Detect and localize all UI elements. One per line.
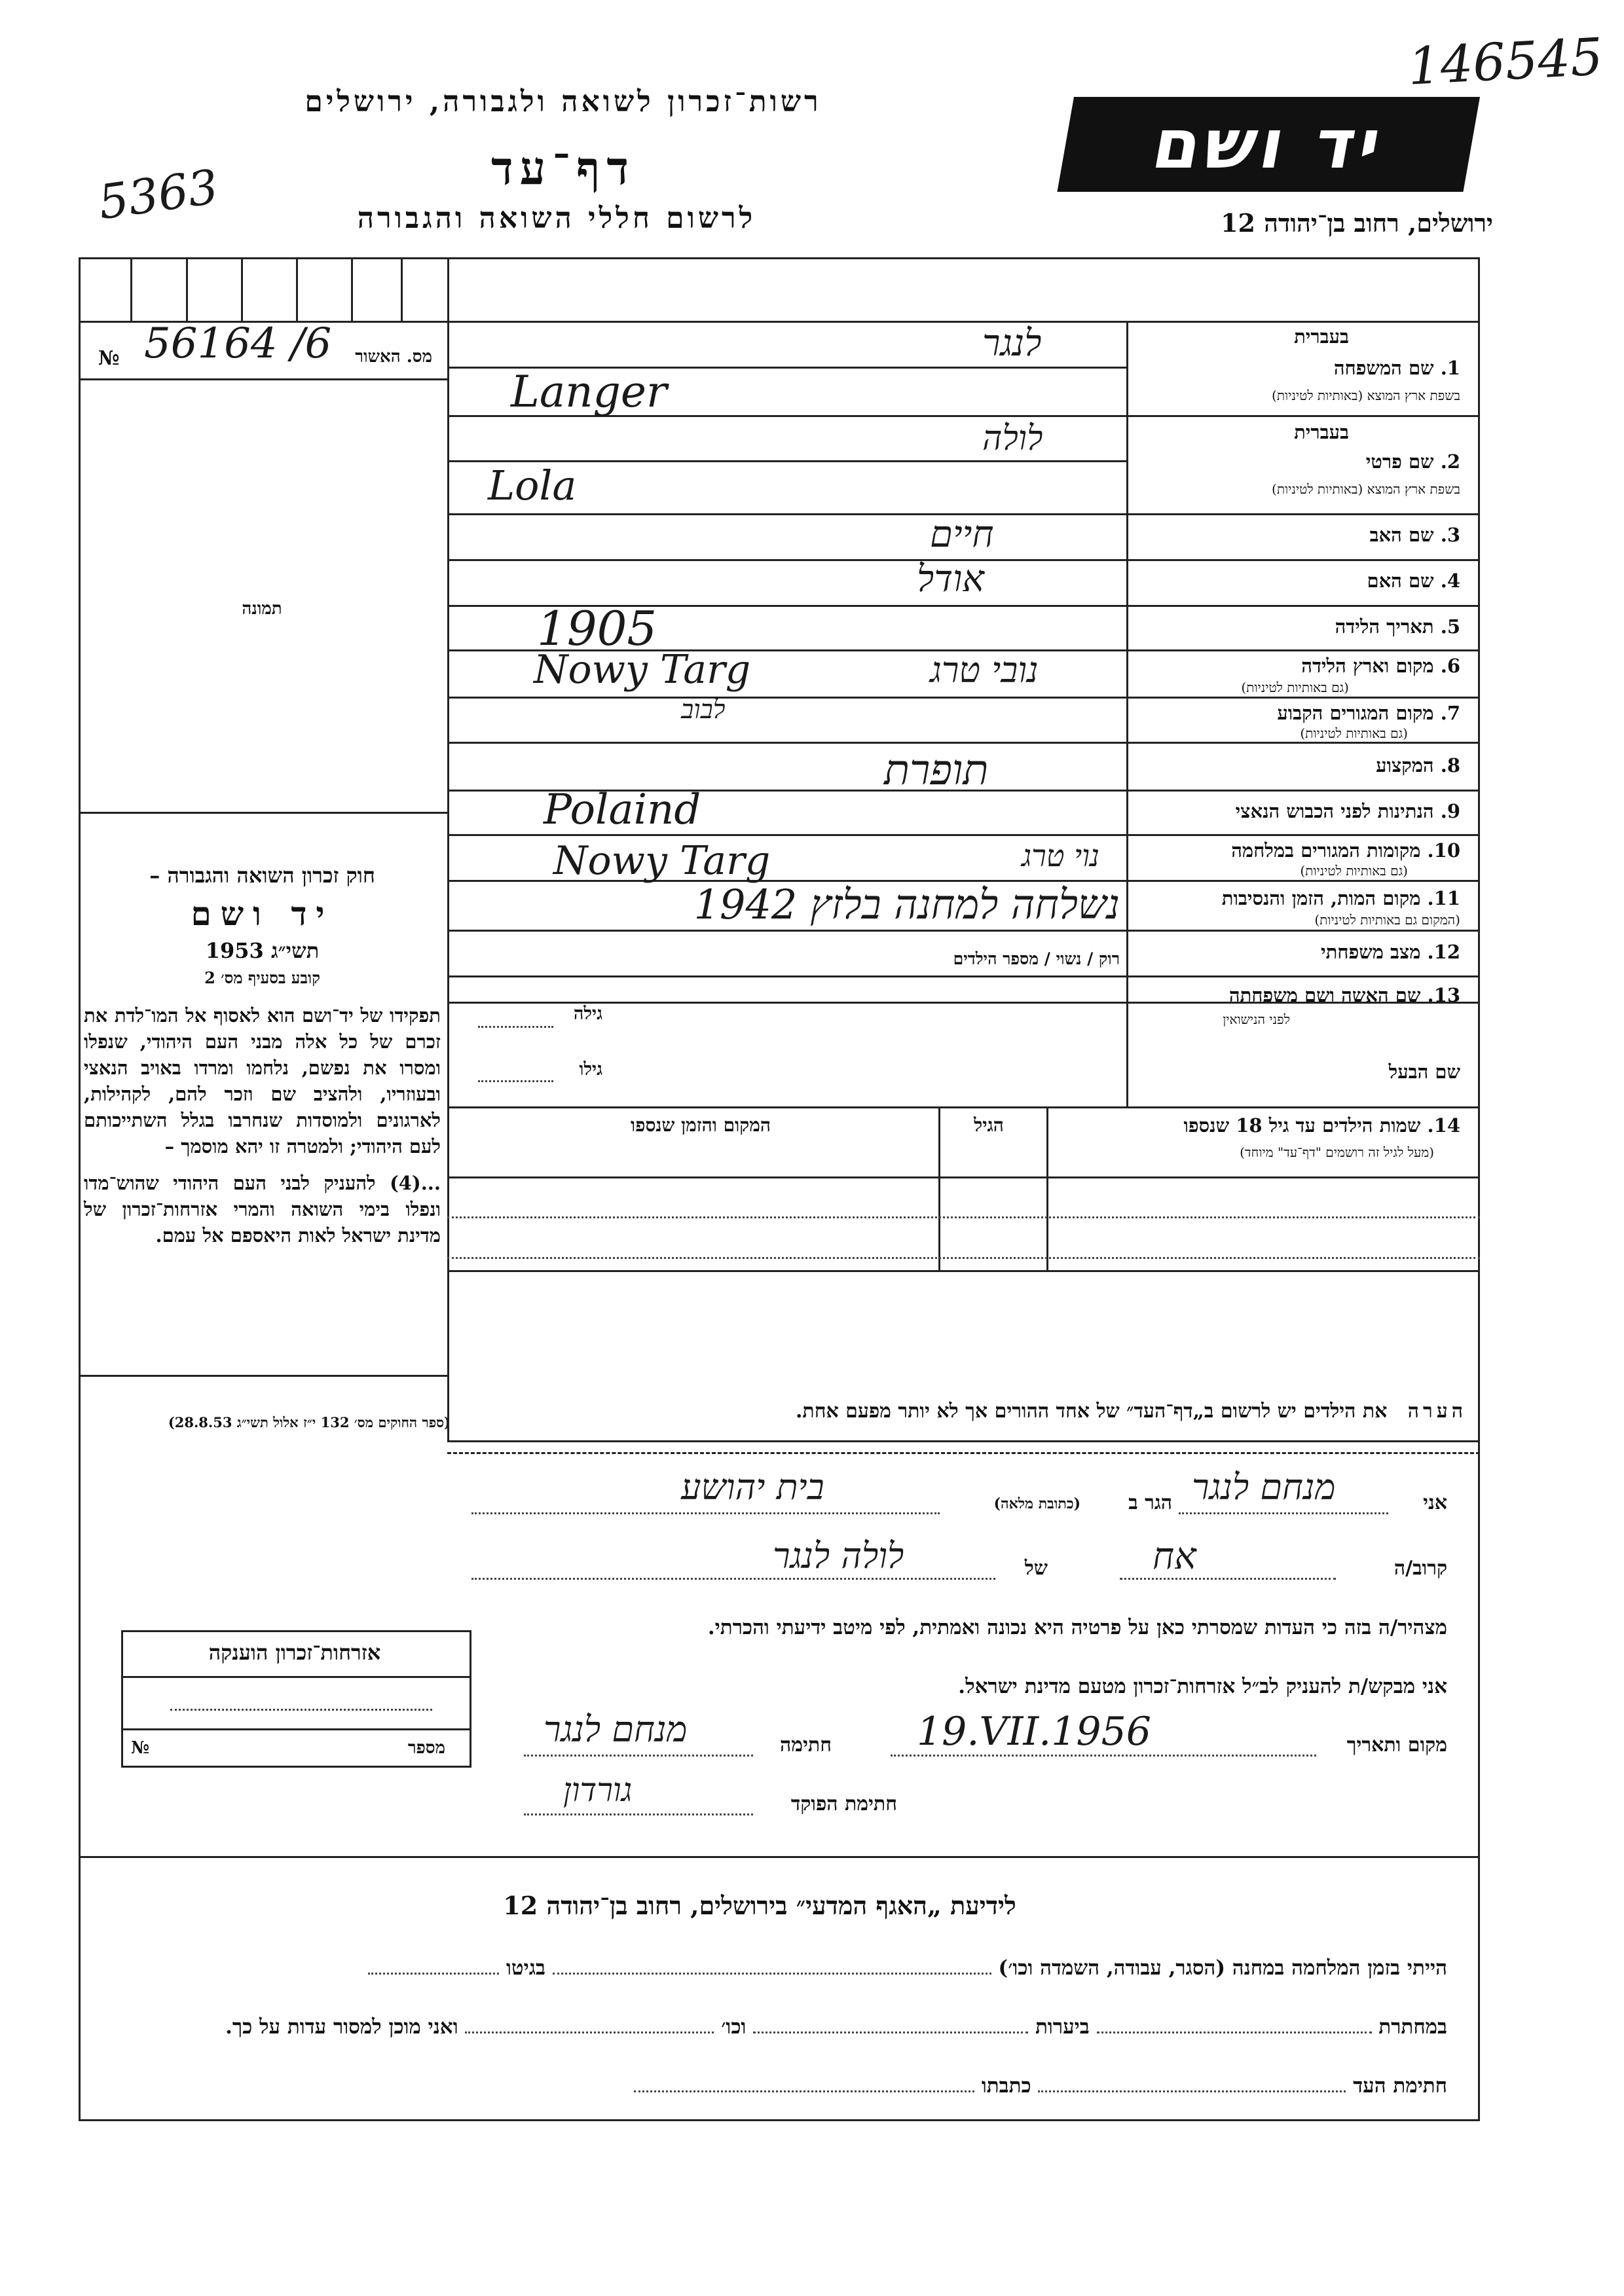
footer-camp-label: הייתי בזמן המלחמה במחנה: [1232, 1956, 1447, 1980]
f1-text: שם המשפחה: [1333, 357, 1434, 379]
table-divider-age: [938, 1106, 940, 1270]
f7-sub: (גם באותיות לטיניות): [1300, 725, 1408, 741]
citizenship-number-sign: №: [131, 1738, 150, 1758]
f5-value: 1905: [537, 601, 657, 656]
f11-sub: (המקום גם באותיות לטיניות): [1314, 912, 1460, 928]
f2-num: 2.: [1440, 450, 1460, 473]
of-value: לולה לנגר: [773, 1535, 904, 1576]
f10-value-latin: Nowy Targ: [553, 838, 771, 884]
f11-text: מקום המות, הזמן והנסיבות: [1221, 887, 1421, 909]
declaration-top-line: [447, 1452, 1480, 1454]
f14-label: [1183, 1114, 1460, 1137]
f1-sub: בשפת ארץ המוצא (באותיות לטיניות): [1272, 388, 1460, 403]
f7-num: 7.: [1440, 702, 1460, 724]
footer-witness-signature-label: חתימת העד: [1353, 2074, 1447, 2098]
f14-text: שמות הילדים עד גיל 18 שנספו: [1183, 1114, 1421, 1137]
approval-number-label: מס. האשור: [355, 347, 432, 367]
f8-text: המקצוע: [1376, 754, 1434, 776]
archive-number-left: 5363: [95, 158, 222, 230]
officer-value: גורדון: [563, 1771, 633, 1809]
name-dots: [1179, 1512, 1388, 1514]
left-column-divider: [447, 257, 449, 1375]
citizenship-title: אזרחות־זכרון הוענקה: [208, 1640, 381, 1665]
f3-num: 3.: [1440, 524, 1460, 546]
note-text: את הילדים יש לרשום ב„דף־העד״ של אחד ההורים אך לא יותר מפעם אחת.: [795, 1400, 1388, 1423]
f14-col-age: הגיל: [974, 1114, 1004, 1136]
law-citation: (ספר החוקים מס׳ 132 י״ז אלול תשי״ג 28.8.53): [168, 1414, 451, 1430]
law-clause: קובע בסעיף מס׳ 2: [204, 968, 320, 987]
f1-value-latin: Langer: [511, 367, 667, 417]
row-line: [447, 742, 1480, 744]
place-date-value: 19.VII.1956: [917, 1709, 1151, 1755]
label-column-divider: [1126, 321, 1128, 1106]
footer-underground-dots: [1097, 2032, 1372, 2033]
f9-label: [1236, 800, 1460, 823]
band-tick: [241, 257, 243, 321]
footer-address-label: כתבתו: [981, 2074, 1031, 2098]
note-row: [458, 1400, 1467, 1423]
law-title: חוק זכרון השואה והגבורה –: [149, 863, 375, 888]
band-tick: [130, 257, 132, 321]
law-block: [84, 863, 441, 1248]
f2-text: שם פרטי: [1365, 450, 1434, 473]
f13-label: [1229, 984, 1460, 1007]
f3-label: [1370, 524, 1460, 547]
f10-sub: (גם באותיות לטיניות): [1300, 863, 1408, 879]
f1-num: 1.: [1440, 357, 1460, 379]
f8-label: [1376, 754, 1460, 777]
officer-dots: [524, 1813, 753, 1815]
f9-value: Polaind: [544, 786, 701, 834]
f11-label: [1222, 887, 1460, 910]
f9-num: 9.: [1440, 800, 1460, 822]
f12-text: מצב משפחתי: [1321, 941, 1421, 963]
logo-text: יד ושם: [1147, 104, 1391, 184]
archive-number-top: 146545: [1406, 27, 1604, 97]
band-tick: [401, 257, 403, 321]
f9-text: הנתינות לפני הכבוש הנאצי: [1235, 800, 1434, 822]
f5-num: 5.: [1440, 615, 1460, 638]
footer-forests-label: ביערות: [1035, 2015, 1090, 2039]
f10-value-he: נוי טרג: [1022, 838, 1099, 873]
band-tick: [186, 257, 188, 321]
f12-num: 12.: [1427, 941, 1460, 963]
f11-num: 11.: [1427, 887, 1460, 909]
f5-text: תאריך הלידה: [1335, 615, 1434, 638]
place-date-dots: [891, 1755, 1316, 1757]
f5-label: [1335, 615, 1460, 638]
table-row: [447, 1216, 1480, 1218]
note-bottom-line: [447, 1440, 1480, 1442]
f10-label: [1231, 839, 1460, 862]
number-sign: №: [98, 347, 120, 370]
f14-sub: (מעל לגיל זה רושמים "דף־עד" מיוחד): [1240, 1144, 1434, 1160]
f7-value: לבוב: [681, 695, 726, 725]
f2-value-he: לולה: [982, 419, 1043, 458]
row-line: [447, 1106, 1480, 1108]
f12-options: רוק / נשוי / מספר הילדים: [953, 949, 1120, 968]
citizenship-number-line: [121, 1728, 471, 1730]
table-bottom: [447, 1270, 1480, 1272]
f6-value-he: נובי טרג: [930, 649, 1039, 691]
f4-num: 4.: [1440, 570, 1460, 592]
law-name: יד ושם: [191, 894, 334, 933]
citizenship-title-line: [121, 1676, 471, 1678]
f6-sub: (גם באותיות לטיניות): [1241, 680, 1349, 695]
relative-label: קרוב/ה: [1393, 1557, 1447, 1580]
resides-label: הגר ב: [1128, 1491, 1172, 1514]
f2-label: [1366, 450, 1460, 473]
footer-top-line: [79, 1856, 1480, 1858]
note-left-edge: [447, 1375, 449, 1440]
f14-col-place: המקום והזמן שנספו: [631, 1114, 771, 1136]
f7-text: מקום המגורים הקבוע: [1277, 702, 1434, 724]
row-line: [447, 834, 1480, 836]
address-dots: [471, 1512, 940, 1514]
table-row: [447, 1257, 1480, 1259]
footer-address-dots: [634, 2090, 974, 2092]
declaration-text: מצהיר/ה בזה כי העדות שמסרתי כאן על פרטיה היא נכונה ואמתית, לפי מיטב ידיעתי והכרתי.: [707, 1616, 1447, 1639]
form-title: דף־עד: [490, 141, 635, 195]
footer-line-3: [458, 2074, 1447, 2098]
f3-text: שם האב: [1369, 524, 1434, 546]
table-row: [447, 1176, 1480, 1178]
f8-value: תופרת: [884, 746, 989, 795]
f11-value: נשלחה למחנה בלזץ 1942: [693, 881, 1120, 928]
footer-forests-dots: [753, 2032, 1028, 2033]
row-line: [447, 697, 1480, 699]
photo-label: תמונה: [242, 599, 282, 619]
footer-etc-dots: [465, 2032, 714, 2033]
law-year: תשי״ג 1953: [205, 938, 320, 963]
footer-line-1: [105, 1956, 1447, 1980]
f1-label: [1334, 357, 1460, 380]
f14-num: 14.: [1427, 1114, 1460, 1137]
f10-num: 10.: [1427, 839, 1460, 862]
law-paragraph-2: ...(4) להעניק לבני העם היהודי שהוש־מדו ונפלו בימי השואה והמרי אזרחות־זכרון של מדינת ישראל לאות היאספם אל עמם.: [84, 1172, 441, 1247]
citizenship-dots: [170, 1709, 432, 1711]
request-text: אני מבקש/ת להעניק לב״ל אזרחות־זכרון מטעם מדינת ישראל.: [958, 1675, 1447, 1698]
f6-value-latin: Nowy Targ: [534, 647, 751, 693]
f13-sub: לפני הנישואין: [1223, 1011, 1290, 1027]
note-label: הערה: [1407, 1400, 1467, 1423]
footer-camp-hint: (הסגר, עבודה, השמדה וכו׳): [998, 1956, 1225, 1980]
of-dots: [471, 1578, 995, 1580]
i-label: אני: [1423, 1491, 1447, 1514]
signature-label: חתימה: [780, 1734, 832, 1757]
signature-dots: [524, 1755, 753, 1757]
approval-number-value: 56164 /6: [144, 319, 332, 368]
signature-value: מנחם לנגר: [544, 1709, 688, 1750]
footer-line-2: [105, 2015, 1447, 2039]
photo-top-line: [79, 378, 447, 380]
row-line: [447, 975, 1480, 977]
footer-ghetto-dots: [368, 1973, 499, 1975]
f4-value: אודל: [917, 558, 985, 600]
place-date-label: מקום ותאריך: [1346, 1734, 1447, 1757]
relation-dots: [1120, 1578, 1336, 1580]
husband-age-label: גילו: [579, 1059, 602, 1080]
footer-title: לידיעת „האגף המדעי״ בירושלים, רחוב בן־יהודה 12: [503, 1891, 1016, 1920]
citizenship-number-label: מספר: [407, 1738, 445, 1758]
relation-value: אח: [1153, 1535, 1196, 1578]
band-tick: [351, 257, 353, 321]
form-subtitle: לרשום חללי השואה והגבורה: [357, 202, 756, 235]
f6-label: [1301, 655, 1460, 678]
footer-witness-signature-dots: [1038, 2090, 1346, 2092]
photo-bottom-line: [79, 812, 447, 814]
footer-etc-label: וכו׳: [721, 2015, 747, 2039]
row-line: [447, 930, 1480, 932]
footer-camp-dots: [553, 1973, 991, 1975]
footer-underground-label: במחתרת: [1378, 2015, 1447, 2039]
f8-num: 8.: [1440, 754, 1460, 776]
f12-label: [1321, 941, 1460, 964]
f13-text: שם האשה ושם משפחתה: [1228, 984, 1421, 1006]
f7-label: [1277, 702, 1460, 725]
left-column-bottom: [79, 1375, 447, 1377]
f4-text: שם האם: [1367, 570, 1434, 592]
band-tick: [296, 257, 298, 321]
f1-value-he: לנגר: [982, 322, 1042, 365]
yad-vashem-logo: [1057, 97, 1480, 192]
law-paragraph-1: תפקידו של יד־ושם הוא לאסוף אל המו־לדת את זכרם של כל אלה מבני העם היהודי, שנפלו ומסרו את נפשם, נלחמו ומרדו באויב הנאצי ובעוזריו, ולהציב שם וזכר להם, לקהילות, לארגונים ולמוסדות שנחרבו בגלל השתייכותם לעם היהודי; ולמטרה זו יהא מוסמך –: [84, 1004, 441, 1157]
f13-num: 13.: [1427, 984, 1460, 1006]
f13-age-label: גילה: [573, 1004, 602, 1024]
f1-hebrew-tag: בעברית: [1294, 325, 1349, 348]
f3-value: חיים: [930, 513, 994, 556]
institution-name: רשות־זכרון לשואה ולגבורה, ירושלים: [304, 85, 822, 118]
f4-label: [1367, 570, 1460, 592]
husband-age-dots: [478, 1080, 553, 1082]
footer-testimony-text: ואני מוכן למסור עדות על כך.: [225, 2015, 458, 2039]
f6-num: 6.: [1440, 655, 1460, 677]
declarant-name: מנחם לנגר: [1192, 1467, 1336, 1508]
f6-text: מקום וארץ הלידה: [1301, 655, 1434, 677]
f2-sub: בשפת ארץ המוצא (באותיות לטיניות): [1272, 481, 1460, 497]
address: ירושלים, רחוב בן־יהודה 12: [1221, 208, 1493, 238]
of-label: של: [1024, 1557, 1048, 1580]
f2-value-latin: Lola: [488, 462, 577, 509]
husband-label: שם הבעל: [1388, 1061, 1460, 1083]
officer-label: חתימת הפוקד: [790, 1793, 897, 1815]
address-hint: (כתובת מלאה): [993, 1495, 1080, 1512]
declarant-address: בית יהושע: [681, 1467, 824, 1508]
table-divider-name: [1046, 1106, 1048, 1270]
f2-hebrew-tag: בעברית: [1294, 421, 1349, 443]
f13-age-dots: [478, 1026, 553, 1028]
f10-text: מקומות המגורים במלחמה: [1231, 839, 1421, 862]
footer-ghetto-label: בגיטו: [506, 1956, 545, 1980]
